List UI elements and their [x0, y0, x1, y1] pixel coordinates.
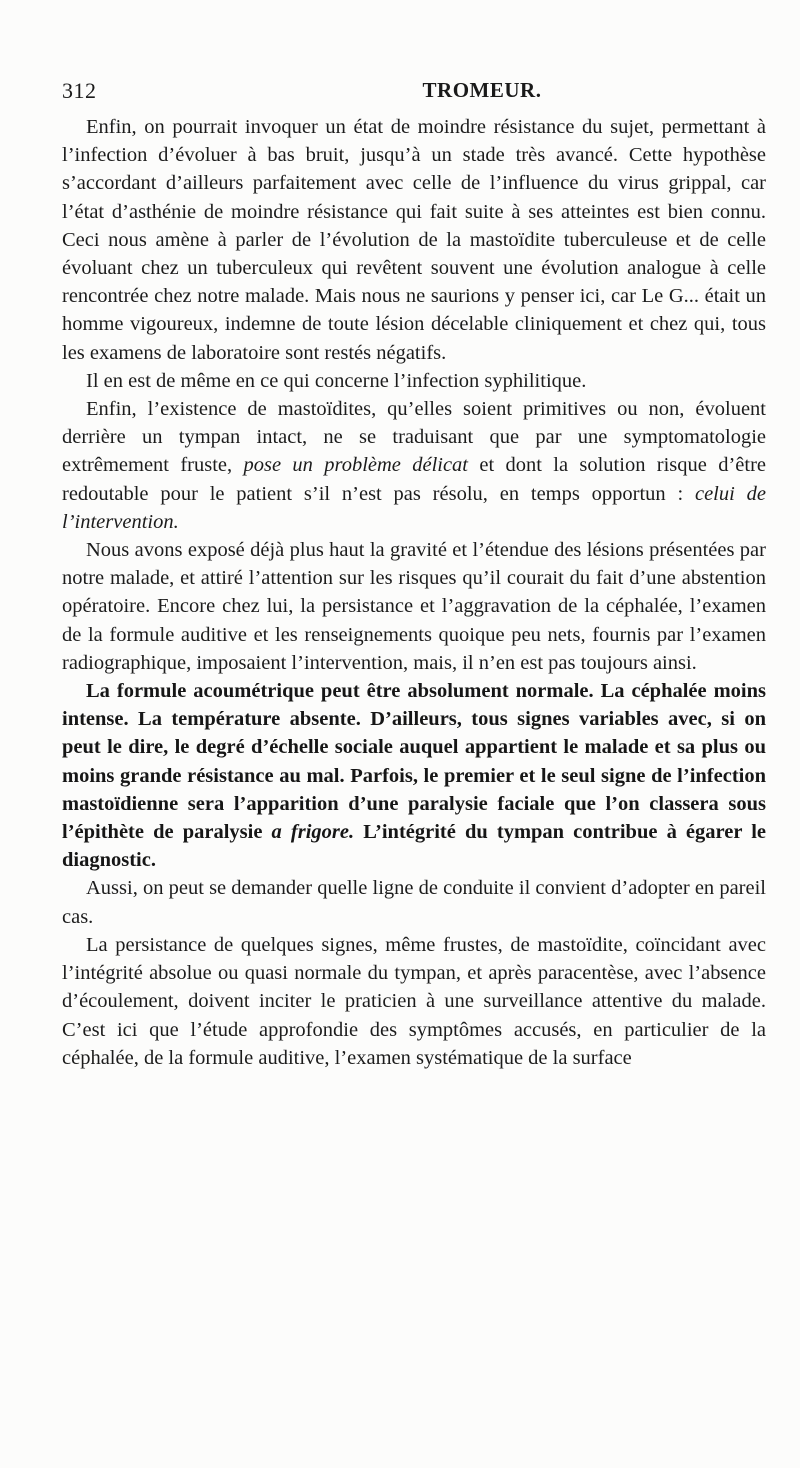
- emphasis-text: celui de l’intervention.: [62, 482, 766, 533]
- emphasis-text: a frigore.: [271, 821, 355, 844]
- paragraph-text: La formule acoumétrique peut être absolument normale. La céphalée moins intense. La température absente. D’ailleurs, tous signes variables avec, si on peut le dire, le degré d’échelle sociale auquel appartient le malade et sa plus ou moins grande résistance au mal. Parfois, le premier et le seul signe de l’infection mastoïdienne sera l’apparition d’une paralysie faciale que l’on classera sous l’épithète de paralysie: [62, 680, 766, 844]
- paragraph-text: Enfin, on pourrait invoquer un état de moindre résistance du sujet, permettant à l’infection d’évoluer à bas bruit, jusqu’à un stade très avancé. Cette hypothèse s’accordant d’ailleurs parfaitement avec celle de l’influence du virus grippal, car l’état d’asthénie de moindre résistance qui fait suite à ses atteintes est bien connu. Ceci nous amène à parler de l’évolution de la mastoïdite tuberculeuse et de celle évoluant chez un tuberculeux qui revêtent souvent une évolution analogue à celle rencontrée chez notre malade. Mais nous ne saurions y penser ici, car Le G... était un homme vigoureux, indemne de toute lésion décelable cliniquement et chez qui, tous les examens de laboratoire sont restés négatifs.: [62, 116, 766, 364]
- paragraph-text: L’intégrité du tympan contribue à égarer le diagnostic.: [62, 821, 766, 872]
- paragraph-6: [62, 874, 766, 930]
- body-text: [62, 113, 766, 1072]
- page-header: [62, 78, 770, 108]
- paragraph-text: La persistance de quelques signes, même frustes, de mastoïdite, coïncidant avec l’intégrité absolue ou quasi normale du tympan, et après paracentèse, avec l’absence d’écoulement, doivent inciter le praticien à une surveillance attentive du malade. C’est ici que l’étude approfondie des symptômes accusés, en particulier de la céphalée, de la formule auditive, l’examen systématique de la surface: [62, 933, 766, 1069]
- paragraph-7: [62, 931, 766, 1072]
- emphasis-text: pose un problème délicat: [243, 454, 469, 477]
- paragraph-5: [62, 677, 766, 874]
- running-head: TROMEUR.: [422, 78, 542, 102]
- paragraph-text: Aussi, on peut se demander quelle ligne de conduite il convient d’adopter en pareil cas.: [62, 877, 766, 928]
- paragraph-3: [62, 395, 766, 536]
- paragraph-1: [62, 113, 766, 367]
- paragraph-text: Nous avons exposé déjà plus haut la gravité et l’étendue des lésions présentées par notre malade, et attiré l’attention sur les risques qu’il courait du fait d’une abstention opératoire. Encore chez lui, la persistance et l’aggravation de la céphalée, l’examen de la formule auditive et les renseignements quoique peu nets, fournis par l’examen radiographique, imposaient l’intervention, mais, il n’en est pas toujours ainsi.: [62, 539, 766, 674]
- paragraph-text: et dont la solution risque d’être redoutable pour le patient s’il n’est pas résolu, en temps opportun :: [62, 454, 767, 505]
- paragraph-text: Enfin, l’existence de mastoïdites, qu’elles soient primitives ou non, évoluent derrière un tympan intact, ne se traduisant que par une symptomatologie extrêmement fruste,: [62, 398, 766, 477]
- paragraph-2: [62, 367, 766, 395]
- paragraph-4: [62, 536, 766, 677]
- page-number: 312: [62, 78, 97, 103]
- paragraph-text: Il en est de même en ce qui concerne l’infection syphilitique.: [86, 369, 587, 392]
